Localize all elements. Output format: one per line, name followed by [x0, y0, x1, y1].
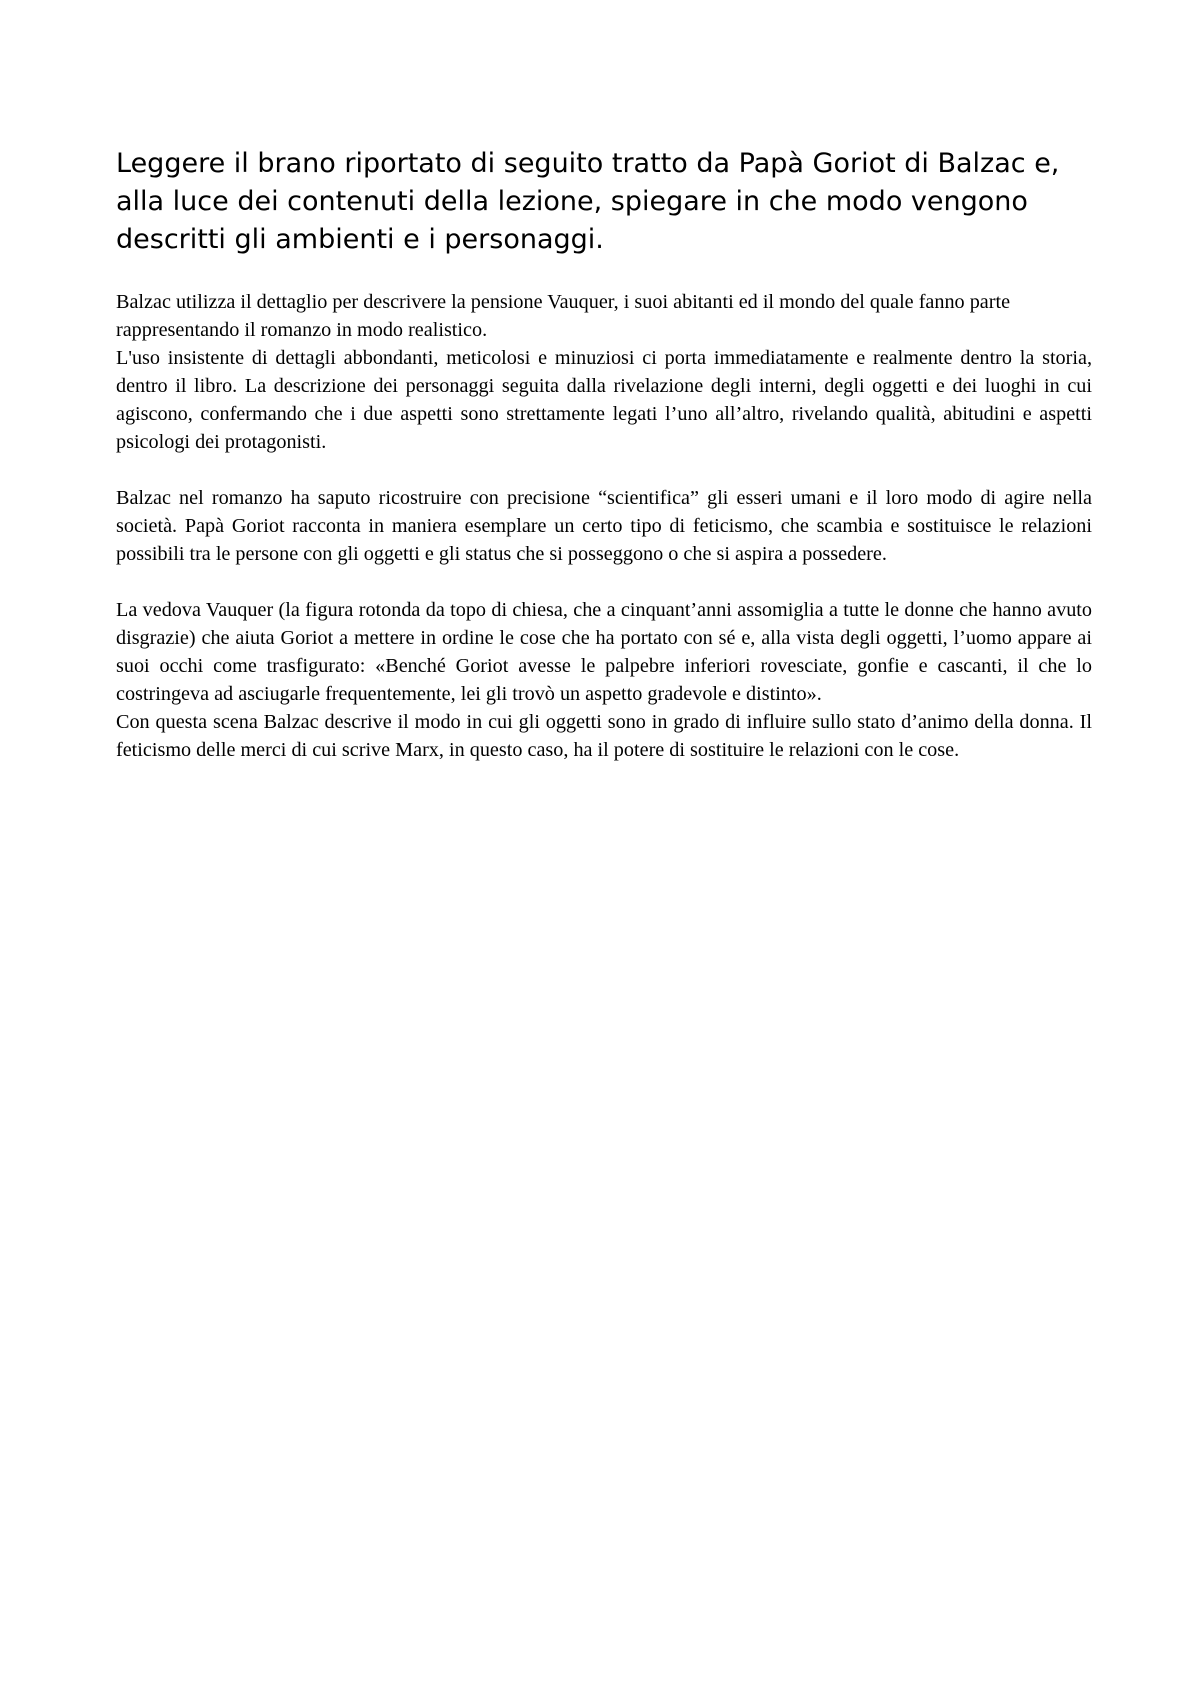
document-body — [116, 288, 1092, 764]
paragraph-details: L'uso insistente di dettagli abbondanti, meticolosi e minuziosi ci porta immediatamente e realmente dentro la storia, dentro il libro. La descrizione dei personaggi seguita dalla rivelazione degli interni, degli oggetti e dei luoghi in cui agiscono, confermando che i due aspetti sono strettamente legati l’uno all’altro, rivelando qualità, abitudini e aspetti psicologi dei protagonisti. — [116, 347, 1092, 453]
paragraph-conclusion: Con questa scena Balzac descrive il modo in cui gli oggetti sono in grado di influire sullo stato d’animo della donna. Il feticismo delle merci di cui scrive Marx, in questo caso, ha il potere di sostituire le relazioni con le cose. — [116, 711, 1092, 761]
paragraph-spacer — [116, 456, 1092, 484]
paragraph-spacer — [116, 568, 1092, 596]
paragraph-fetishism: Balzac nel romanzo ha saputo ricostruire con precisione “scientifica” gli esseri umani e il loro modo di agire nella società. Papà Goriot racconta in maniera esemplare un certo tipo di feticismo, che scambia e sostituisce le relazioni possibili tra le persone con gli oggetti e gli status che si posseggono o che si aspira a possedere. — [116, 487, 1092, 565]
paragraph-vauquer: La vedova Vauquer (la figura rotonda da topo di chiesa, che a cinquant’anni assomiglia a tutte le donne che hanno avuto disgrazie) che aiuta Goriot a mettere in ordine le cose che ha portato con sé e, alla vista degli oggetti, l’uomo appare ai suoi occhi come trasfigurato: «Benché Goriot avesse le palpebre inferiori rovesciate, gonfie e cascanti, il che lo costringeva ad asciugarle frequentemente, lei gli trovò un aspetto gradevole e distinto». — [116, 599, 1092, 705]
paragraph-intro: Balzac utilizza il dettaglio per descrivere la pensione Vauquer, i suoi abitanti ed il mondo del quale fanno parte rappresentando il romanzo in modo realistico. — [116, 291, 1011, 341]
page-title: Leggere il brano riportato di seguito tratto da Papà Goriot di Balzac e, alla luce dei contenuti della lezione, spiegare in che modo vengono descritti gli ambienti e i personaggi. — [116, 148, 1060, 255]
